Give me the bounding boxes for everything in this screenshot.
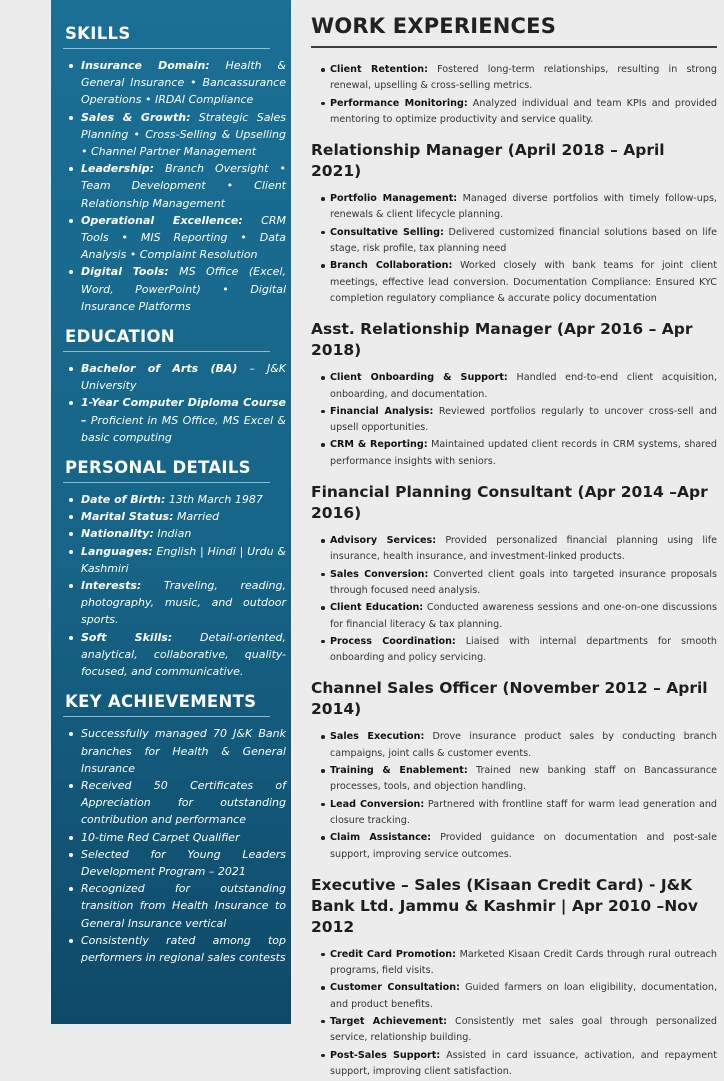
personal-item: Languages: English | Hindi | Urdu & Kashmiri <box>68 543 286 577</box>
experience-item: Customer Consultation: Guided farmers on loan eligibility, documentation, and product benefits. <box>321 980 717 1013</box>
achievement-item: Consistently rated among top performers in regional sales contests <box>68 932 286 966</box>
job-duties <box>311 191 717 307</box>
experience-item: Consultative Selling: Delivered customized financial solutions based on life stage, risk profile, tax planning need <box>321 225 717 258</box>
skill-item: Leadership: Branch Oversight • Team Development • Client Relationship Management <box>68 160 286 212</box>
personal-item: Soft Skills: Detail-oriented, analytical, collaborative, quality-focused, and communicative. <box>68 629 286 681</box>
skill-item: Digital Tools: MS Office (Excel, Word, PowerPoint) • Digital Insurance Platforms <box>68 263 286 315</box>
experience-item: Sales Execution: Drove insurance product sales by conducting branch campaigns, joint calls & customer events. <box>321 729 717 762</box>
personal-item: Date of Birth: 13th March 1987 <box>68 491 286 508</box>
key-achievements-heading: KEY ACHIEVEMENTS <box>63 692 270 717</box>
achievement-item: Recognized for outstanding transition from Health Insurance to General Insurance vertical <box>68 880 286 932</box>
achievement-item: 10-time Red Carpet Qualifier <box>68 829 286 846</box>
experience-item: Training & Enablement: Trained new banking staff on Bancassurance processes, tools, and objection handling. <box>321 763 717 796</box>
experience-item: Branch Collaboration: Worked closely with bank teams for joint client meetings, effective lead conversion. Documentation Compliance: Ensured KYC completion regulatory compliance & accurate policy documentation <box>321 258 717 307</box>
experience-item: Lead Conversion: Partnered with frontline staff for warm lead generation and closure tracking. <box>321 797 717 830</box>
job-title: Channel Sales Officer (November 2012 – April 2014) <box>311 679 708 719</box>
skill-item: Insurance Domain: Health & General Insurance • Bancassurance Operations • IRDAI Compliance <box>68 57 286 109</box>
job-duties <box>311 729 717 862</box>
experience-item: Process Coordination: Liaised with internal departments for smooth onboarding and policy servicing. <box>321 634 717 667</box>
education-list <box>68 360 286 446</box>
intro-list <box>311 62 717 128</box>
job-title: Executive – Sales (Kisaan Credit Card) - J&K Bank Ltd. Jammu & Kashmir | Apr 2010 –Nov 2012 <box>311 875 698 936</box>
job-title: Asst. Relationship Manager (Apr 2016 – Apr 2018) <box>311 320 693 360</box>
job-duties <box>311 533 717 666</box>
experience-item: Client Education: Conducted awareness sessions and one-on-one discussions for financial literacy & tax planning. <box>321 600 717 633</box>
experience-item: CRM & Reporting: Maintained updated client records in CRM systems, shared performance insights with seniors. <box>321 437 717 470</box>
skill-item: Sales & Growth: Strategic Sales Planning • Cross-Selling & Upselling • Channel Partner Management <box>68 109 286 161</box>
page-title: WORK EXPERIENCES <box>311 14 717 48</box>
personal-details-heading: PERSONAL DETAILS <box>63 458 270 483</box>
skills-heading: SKILLS <box>63 24 270 49</box>
experience-item: Performance Monitoring: Analyzed individual and team KPIs and provided mentoring to optimize productivity and service quality. <box>321 96 717 129</box>
experience-item: Financial Analysis: Reviewed portfolios regularly to uncover cross-sell and upsell opportunities. <box>321 404 717 437</box>
experience-item: Advisory Services: Provided personalized financial planning using life insurance, health insurance, and investment-linked products. <box>321 533 717 566</box>
achievement-item: Received 50 Certificates of Appreciation for outstanding contribution and performance <box>68 777 286 829</box>
experience-item: Credit Card Promotion: Marketed Kisaan Credit Cards through rural outreach programs, field visits. <box>321 947 717 980</box>
experience-item: Claim Assistance: Provided guidance on documentation and post-sale support, improving service outcomes. <box>321 830 717 863</box>
work-experience-section <box>311 14 717 1081</box>
skill-item: Operational Excellence: CRM Tools • MIS Reporting • Data Analysis • Complaint Resolution <box>68 212 286 264</box>
job-title: Financial Planning Consultant (Apr 2014 –Apr 2016) <box>311 483 708 523</box>
personal-item: Marital Status: Married <box>68 508 286 525</box>
experience-item: Client Onboarding & Support: Handled end-to-end client acquisition, onboarding, and documentation. <box>321 370 717 403</box>
skills-list <box>68 57 286 315</box>
achievement-item: Selected for Young Leaders Development Program – 2021 <box>68 846 286 880</box>
job-duties <box>311 370 717 470</box>
education-item: Bachelor of Arts (BA) – J&K University <box>68 360 286 394</box>
experience-item: Post-Sales Support: Assisted in card issuance, activation, and repayment support, improving client satisfaction. <box>321 1048 717 1081</box>
experience-item: Sales Conversion: Converted client goals into targeted insurance proposals through focused need analysis. <box>321 567 717 600</box>
experience-item: Client Retention: Fostered long-term relationships, resulting in strong renewal, upselling & cross-selling metrics. <box>321 62 717 95</box>
experience-item: Portfolio Management: Managed diverse portfolios with timely follow-ups, renewals & client lifecycle planning. <box>321 191 717 224</box>
education-heading: EDUCATION <box>63 327 270 352</box>
experience-item: Target Achievement: Consistently met sales goal through personalized service, relationship building. <box>321 1014 717 1047</box>
job-duties <box>311 947 717 1080</box>
personal-item: Interests: Traveling, reading, photography, music, and outdoor sports. <box>68 577 286 629</box>
achievement-item: Successfully managed 70 J&K Bank branches for Health & General Insurance <box>68 725 286 777</box>
achievements-list <box>68 725 286 966</box>
personal-details-list <box>68 491 286 680</box>
job-title: Relationship Manager (April 2018 – April 2021) <box>311 141 665 181</box>
personal-item: Nationality: Indian <box>68 525 286 542</box>
sidebar <box>51 0 291 1024</box>
education-item: 1-Year Computer Diploma Course – Proficient in MS Office, MS Excel & basic computing <box>68 394 286 446</box>
